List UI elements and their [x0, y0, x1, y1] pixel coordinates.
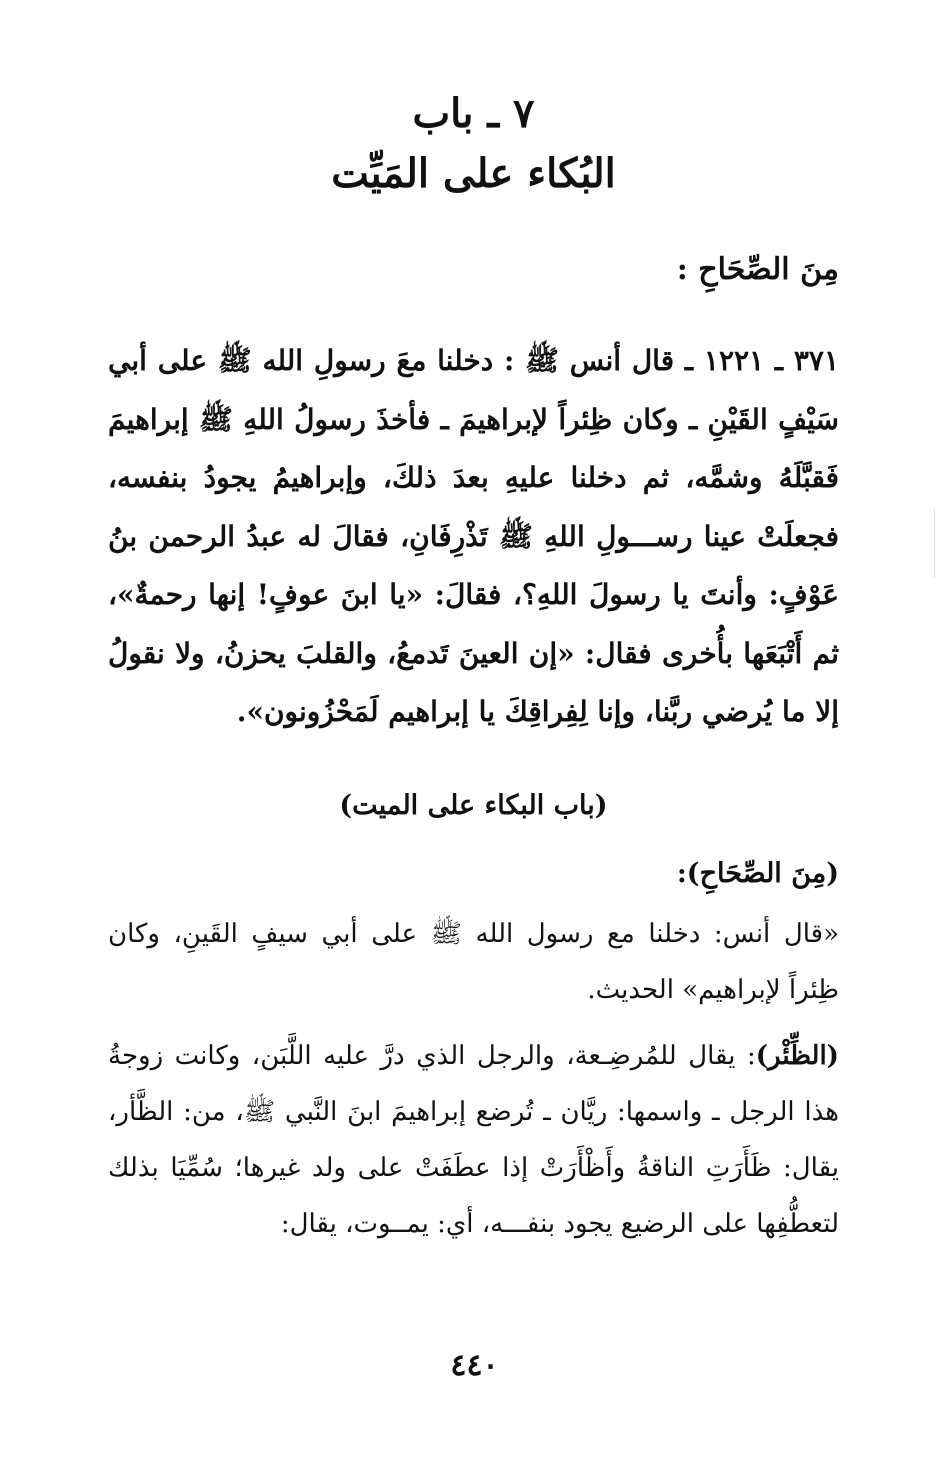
commentary-term: (الظِّئْر)	[755, 1040, 839, 1071]
hadith-text: ٣٧١ ـ ١٢٢١ ـ قال أنس ﷺ : دخلنا معَ رسولِ الله ﷺ على أبي سَيْفٍ القَيْنِ ـ وكان ظِئراً لإبراهيمَ ـ فأخذَ رسولُ اللهِ ﷺ إبراهيمَ فَقبَّلَهُ وشمَّه، ثم دخلنا عليهِ بعدَ ذلكَ، وإبراهيمُ يجودُ بنفسه، فجعلَتْ عينا رســـولِ اللهِ ﷺ تَذْرِفَانِ، فقالَ له عبدُ الرحمن بنُ عَوْفٍ: وأنتَ يا رسولَ اللهِ؟، فقالَ: «يا ابنَ عوفٍ! إنها رحمةٌ»، ثم أَتْبَعَها بأُخرى فقال: «إن العينَ تَدمعُ، والقلبَ يحزنُ، ولا نقولُ إلا ما يُرضي ربَّنا، وإنا لِفِراقِكَ يا إبراهيم لَمَحْزُونون».	[108, 344, 839, 728]
commentary-quote: «قال أنس: دخلنا مع رسول الله ﷺ على أبي سيفٍ القَينِ، وكان ظِئراً لإبراهيم» الحديث.	[108, 918, 839, 1005]
book-page	[0, 88, 949, 1464]
margin-mark	[934, 508, 935, 578]
commentary-note	[108, 1028, 839, 1252]
chapter-title: البُكاء على المَيِّت	[331, 150, 616, 197]
commentary-note-text: : يقال للمُرضِـعة، والرجل الذي درَّ عليه اللَّبَن، وكانت زوجةُ هذا الرجل ـ واسمها: ريَّان ـ تُرضع إبراهيمَ ابنَ النَّبي ﷺ، من: الظَّأر، يقال: ظَأَرَتِ الناقةُ وأَظْأَرَتْ إذا عطَفَتْ على ولد غيرها؛ سُمِّيَا بذلك لتعطُّفِها على الرضيع يجود بنفـــه، أي: يمــوت، يقال:	[108, 1040, 839, 1239]
page-number: ٤٤٠	[450, 1348, 499, 1383]
section-heading: مِنَ الصِّحَاحِ :	[676, 252, 839, 287]
commentary-title: (باب البكاء على الميت)	[339, 789, 608, 821]
chapter-number: ٧ ـ باب	[412, 90, 535, 137]
commentary-subheading: (مِنَ الصِّحَاحِ):	[676, 857, 839, 889]
